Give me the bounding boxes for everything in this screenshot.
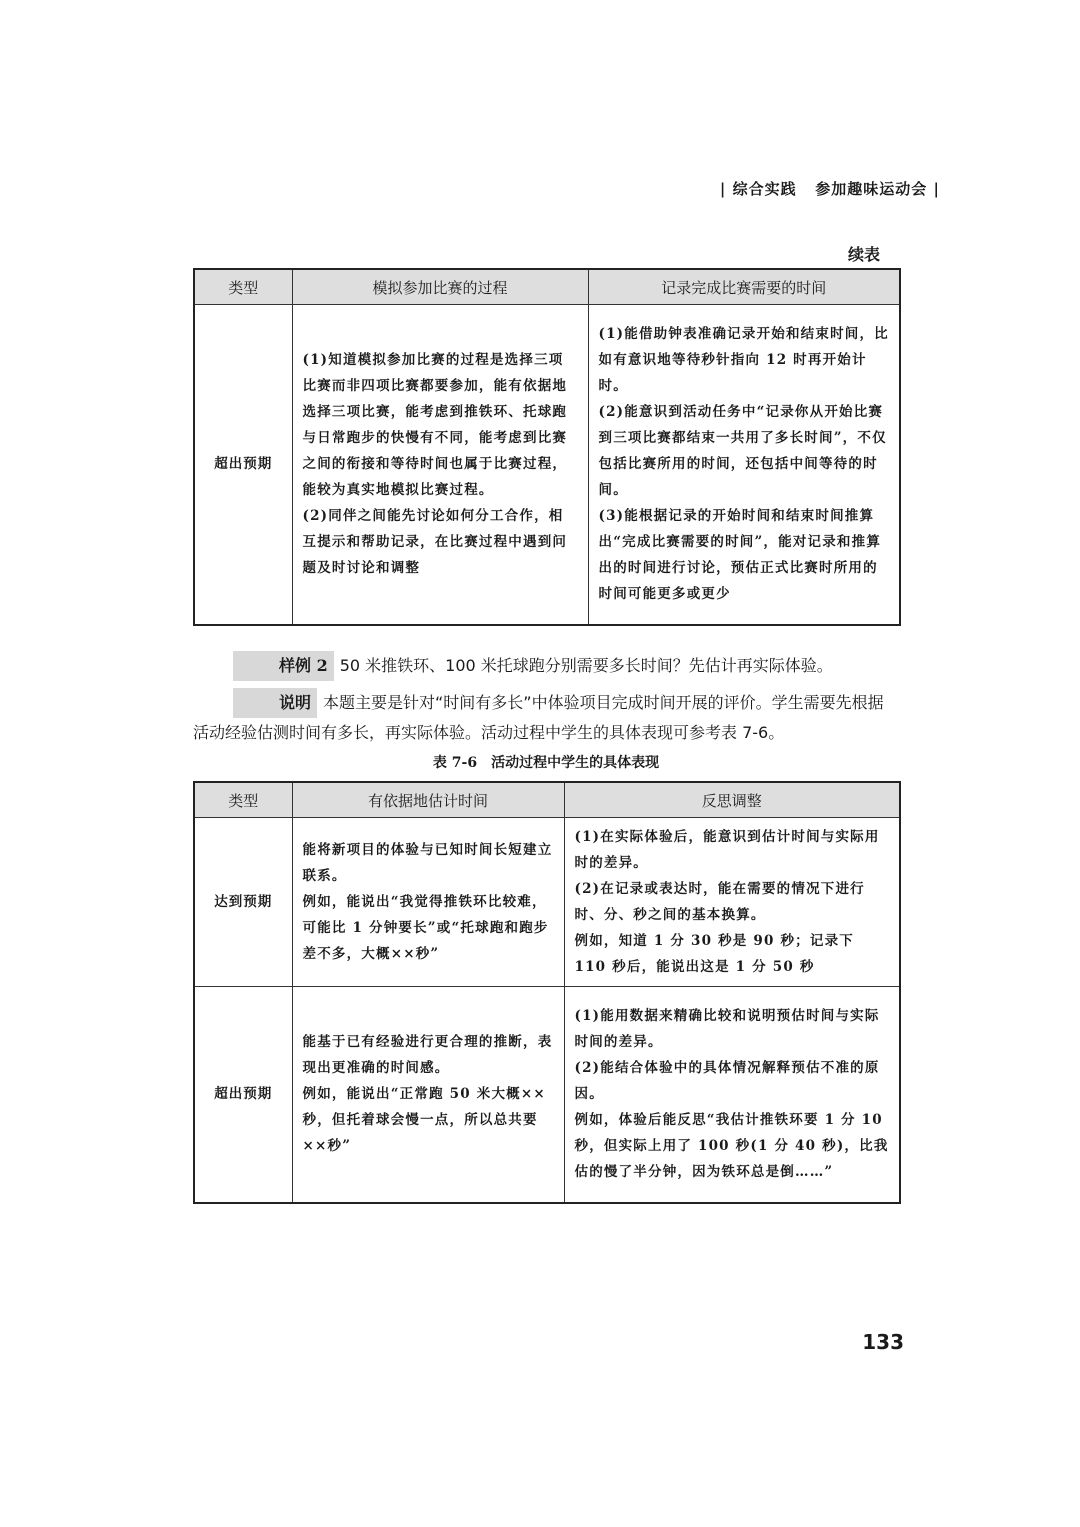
cell-paragraph: (1)在实际体验后，能意识到估计时间与实际用时的差异。 — [574, 829, 880, 871]
cell-paragraph: (2)同伴之间能先讨论如何分工合作，相互提示和帮助记录，在比赛过程中遇到问题及时讨论和调整 — [302, 508, 568, 577]
row-type: 达到预期 — [194, 818, 292, 987]
header-type: 类型 — [194, 782, 292, 818]
header-section: 综合实践 — [732, 180, 797, 198]
cell-paragraph: 例如，能说出“我觉得推铁环比较难，可能比 1 分钟要长”或“托球跑和跑步差不多，大概××秒” — [302, 894, 549, 962]
header-simulate: 模拟参加比赛的过程 — [292, 269, 588, 305]
row-cell-estimate — [292, 818, 564, 987]
header-estimate: 有依据地估计时间 — [292, 782, 564, 818]
example-paragraph — [193, 651, 899, 681]
table-row — [194, 305, 900, 625]
header-type: 类型 — [194, 269, 292, 305]
row-cell-record — [588, 305, 900, 625]
cell-paragraph: 能基于已有经验进行更合理的推断，表现出更准确的时间感。 — [302, 1034, 553, 1077]
header-reflect: 反思调整 — [564, 782, 900, 818]
cell-paragraph: (2)能结合体验中的具体情况解释预估不准的原因。 — [574, 1060, 880, 1103]
table-header-row — [194, 269, 900, 305]
row-type: 超出预期 — [194, 987, 292, 1203]
cell-paragraph: (1)能借助钟表准确记录开始和结束时间，比如有意识地等待秒针指向 12 时再开始计时。 — [598, 326, 889, 395]
table-header-row — [194, 782, 900, 818]
row-cell-reflect — [564, 987, 900, 1203]
row-cell-reflect — [564, 818, 900, 987]
cell-paragraph: 例如，知道 1 分 30 秒是 90 秒；记录下 110 秒后，能说出这是 1 分 50 秒 — [574, 933, 854, 975]
page-number: 133 — [862, 1330, 904, 1354]
header-bar-left: | — [719, 180, 727, 198]
table-caption: 表 7-6 活动过程中学生的具体表现 — [432, 755, 660, 771]
explanation-paragraph — [193, 688, 899, 748]
header-record: 记录完成比赛需要的时间 — [588, 269, 900, 305]
cell-paragraph: (1)知道模拟参加比赛的过程是选择三项比赛而非四项比赛都要参加，能有依据地选择三项比赛，能考虑到推铁环、托球跑与日常跑步的快慢有不同，能考虑到比赛之间的衔接和等待时间也属于比赛过程，能较为真实地模拟比赛过程。 — [302, 352, 568, 499]
example-tag: 样例 2 — [233, 651, 334, 681]
row-type: 超出预期 — [194, 305, 292, 625]
table-row — [194, 818, 900, 987]
row-cell-simulate — [292, 305, 588, 625]
explanation-tag: 说明 — [233, 688, 317, 718]
cell-paragraph: 能将新项目的体验与已知时间长短建立联系。 — [302, 842, 553, 884]
cell-paragraph: 例如，能说出“正常跑 50 米大概××秒，但托着球会慢一点，所以总共要××秒” — [302, 1086, 546, 1155]
explanation-text: 本题主要是针对“时间有多长”中体验项目完成时间开展的评价。学生需要先根据活动经验估测时间有多长，再实际体验。活动过程中学生的具体表现可参考表 7-6。 — [193, 693, 884, 742]
table-continued — [193, 268, 901, 626]
cell-paragraph: (3)能根据记录的开始时间和结束时间推算出“完成比赛需要的时间”，能对记录和推算出的时间进行讨论，预估正式比赛时所用的时间可能更多或更少 — [598, 508, 882, 603]
cell-paragraph: (1)能用数据来精确比较和说明预估时间与实际时间的差异。 — [574, 1008, 880, 1051]
header-bar-right: | — [933, 180, 940, 198]
example-text: 50 米推铁环、100 米托球跑分别需要多长时间？先估计再实际体验。 — [339, 656, 833, 675]
table-7-6 — [193, 781, 901, 1204]
running-header — [720, 178, 940, 199]
cell-paragraph: (2)在记录或表达时，能在需要的情况下进行时、分、秒之间的基本换算。 — [574, 881, 865, 923]
row-cell-estimate — [292, 987, 564, 1203]
header-title: 参加趣味运动会 — [815, 180, 928, 198]
cell-paragraph: 例如，体验后能反思“我估计推铁环要 1 分 10 秒，但实际上用了 100 秒(1 分 40 秒)，比我估的慢了半分钟，因为铁环总是倒……” — [574, 1112, 889, 1181]
continued-label: 续表 — [847, 245, 880, 264]
table-row — [194, 987, 900, 1203]
cell-paragraph: (2)能意识到活动任务中“记录你从开始比赛到三项比赛都结束一共用了多长时间”，不仅包括比赛所用的时间，还包括中间等待的时间。 — [598, 404, 887, 499]
